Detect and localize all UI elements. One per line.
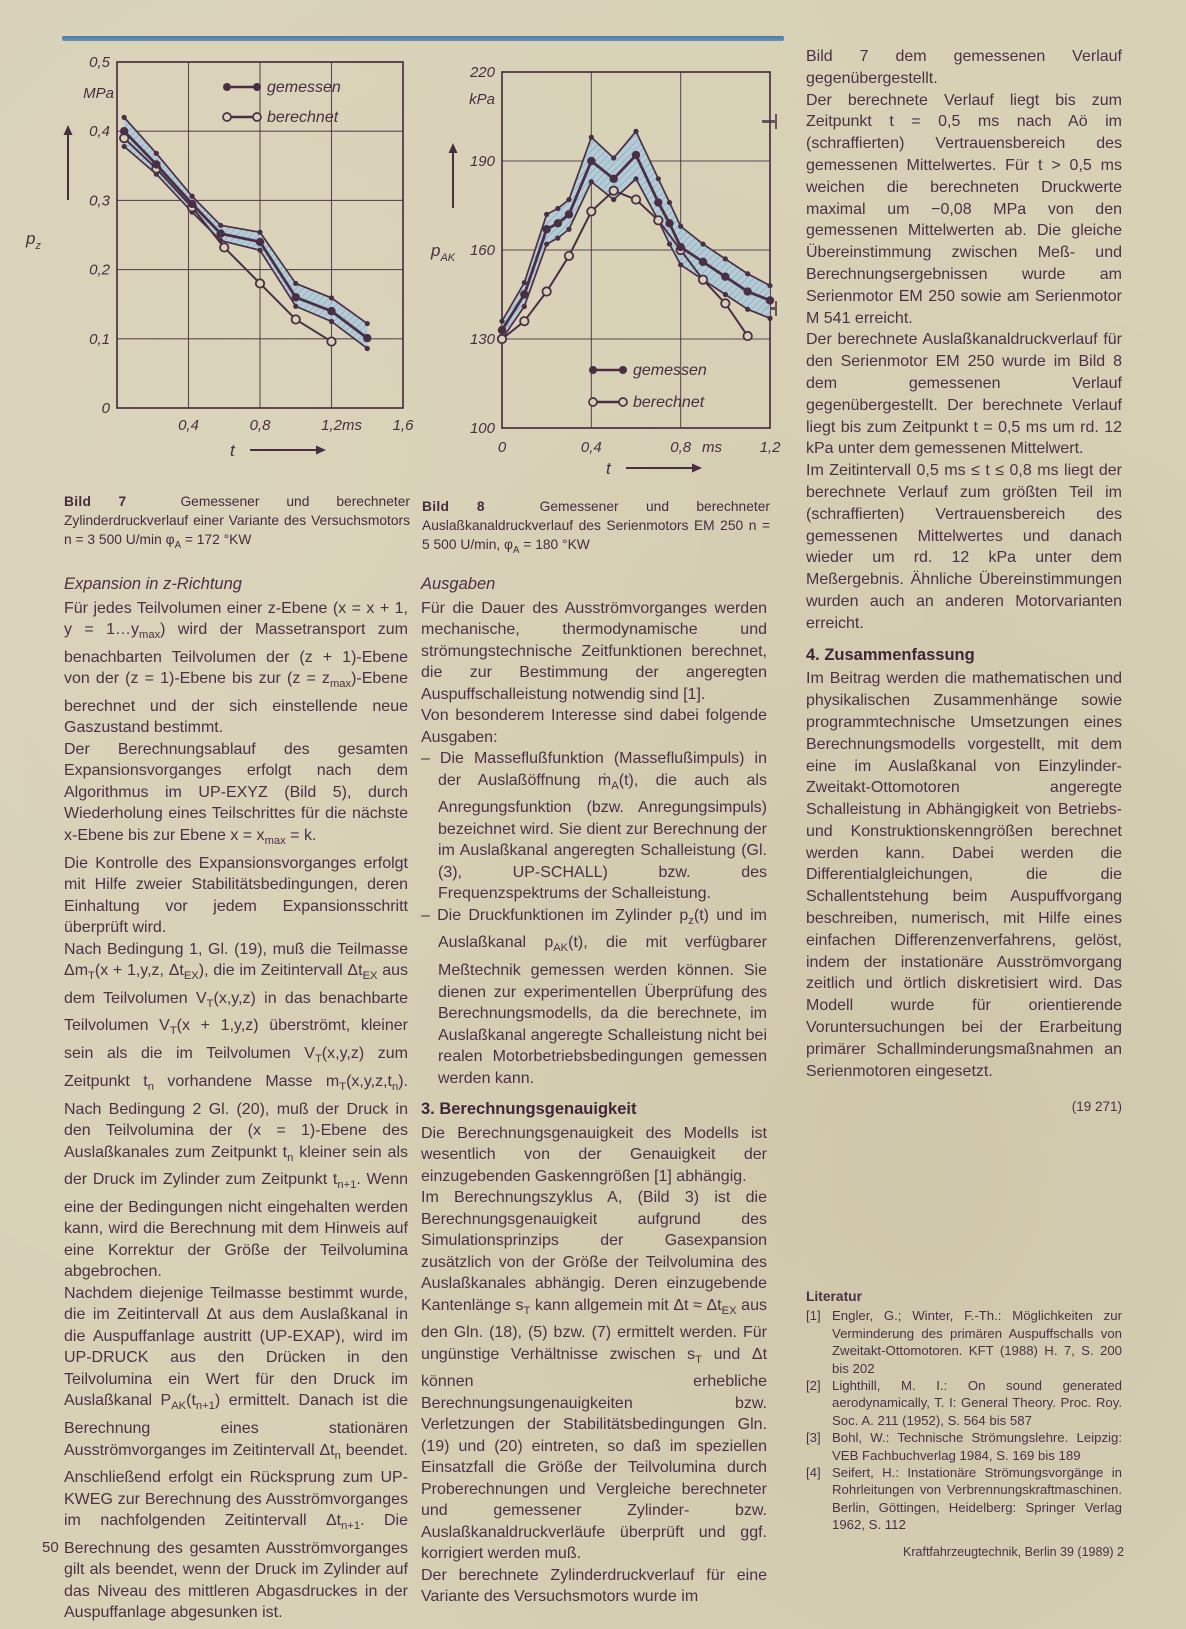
svg-text:0: 0 [101,400,110,417]
svg-text:0,4: 0,4 [89,123,110,141]
svg-text:1,2: 1,2 [321,417,342,434]
svg-text:t: t [606,459,611,478]
paragraph: Im Zeitintervall 0,5 ms ≤ t ≤ 0,8 ms liegt der berechnete Verlauf zum größten Teil im (schraffierten) Vertrauensbereich des gemessenen Mittelwertes und danach wieder um rd. 12 kPa unter dem Meßergebnis. Ähnliche Übereinstimmungen wurden auch an anderen Motorvarianten erreicht. [806,462,1122,632]
svg-text:100: 100 [469,420,495,437]
svg-text:0,8: 0,8 [670,439,692,456]
svg-text:gemessen: gemessen [267,79,341,96]
reference-number: [2] [806,1378,821,1394]
literature-heading: Literatur [806,1289,862,1304]
reference-item [806,1464,1122,1534]
svg-text:0,2: 0,2 [89,261,110,279]
figure-bild8 [425,48,797,538]
reference-number: [4] [806,1465,821,1481]
svg-text:0,4: 0,4 [178,417,199,434]
svg-text:0,5: 0,5 [89,54,110,71]
reference-text: Seifert, H.: Instationäre Strömungsvorgänge in Rohrleitungen von Verbrennungskraftmaschinen. Berlin, Göttingen, Heidelberg: Springer Verlag 1962, S. 112 [832,1465,1122,1533]
article-id: (19 271) [1071,1099,1122,1115]
caption-text: Gemessener und berechneter Auslaßkanaldruckverlauf des Serienmotors EM 250 n = 5 500 U/min, $\varphi_A = 180$ °KW [422,499,770,556]
caption-label: Bild 8 [422,499,485,514]
cylinder-pressure-chart [20,48,420,526]
list-item: – Die Masseflußfunktion (Masseflußimpuls) in der Auslaßöffnung ṁ$_A$(t), die auch als Anregungsfunktion (bzw. Anregungsimpuls) bezeichnet wird. Sie dient zur Berechnung der im Auslaßkanal angeregten Schalleistung (Gl. (3), UP-SCHALL) bzw. des Frequenzspektrums der Schalleistung. [421,750,767,903]
svg-text:0,4: 0,4 [580,439,602,456]
paragraph: Von besonderem Interesse sind dabei folgende Ausgaben: [421,707,767,746]
reference-number: [3] [806,1430,821,1446]
confidence-band [502,131,770,339]
column-right [806,46,1122,1118]
reference-item [806,1429,1122,1464]
svg-text:0,3: 0,3 [89,192,110,210]
section-heading-3: 3. Berechnungsgenauigkeit [421,1100,637,1119]
paragraph: Der berechnete Verlauf liegt bis zum Zeitpunkt t = 0,5 ms nach Aö im (schraffierten) Vertrauensbereich des gemessenen Mittelwertes. Für t > 0,5 ms weichen die berechneten Druckwerte maximal um −0,08 MPa von den gemessenen Mittelwerten ab. Die gleiche Übereinstimmung zwischen Meß- und Berechnungsergebnissen wurde am Serienmotor EM 250 sowie am Serienmotor M 541 erreicht. [806,91,1122,327]
caption-bild7 [64,492,410,555]
plot-area-0 [25,54,414,460]
journal-footer: Kraftfahrzeugtechnik, Berlin 39 (1989) 2 [903,1545,1124,1559]
svg-text:1,2: 1,2 [759,439,781,456]
paragraph: Nach Bedingung 1, Gl. (19), muß die Teilmasse $\Delta m_T(x + 1,y,z$, $\Delta t_{EX}$), die im Zeitintervall $\Delta t_{EX}$ aus dem Teilvolumen $V_T(x,y,z)$ in das benachbarte Teilvolumen $V_T(x + 1,y,z)$ überströmt, kleiner sein als die im Teilvolumen $V_T(x,y,z)$ zum Zeitpunkt $t_n$ vorhandene Masse $m_T(x,y,z,t_n)$. Nach Bedingung 2 Gl. (20), muß der Druck in den Teilvolumina der (x = 1)-Ebene des Auslaßkanales zum Zeitpunkt $t_n$ kleiner sein als der Druck im Zylinder zum Zeitpunkt $t_{n+1}$. Wenn eine der Bedingungen nicht eingehalten werden kann, wird die Berechnung mit dem Hinweis auf eine Korrektur der Größe der Teilvolumina abgebrochen. [64,940,409,1281]
caption-label: Bild 7 [64,494,127,509]
paragraph: Der berechnete Auslaßkanaldruckverlauf für den Serienmotor EM 250 wurde im Bild 8 dem gemessenen Verlauf gegenübergestellt. Der berechnete Verlauf liegt bis zum Zeitpunkt t = 0,5 ms um rd. 12 kPa unter dem gemessenen Mittelwert. [806,331,1122,458]
paragraph: Die Kontrolle des Expansionsvorganges erfolgt mit Hilfe zweier Stabilitätsbedingungen, deren Einhaltung vor jedem Expansionsschritt überprüft wird. [64,854,408,937]
paragraph: Der Berechnungsablauf des gesamten Expansionsvorganges erfolgt nach dem Algorithmus im UP-EXYZ (Bild 5), durch Wiederholung eines Teilschrittes für die nächste x-Ebene bis zur Ebene $x = x_{max} = k$. [64,740,408,848]
svg-text:MPa: MPa [83,85,114,102]
reference-item [806,1307,1122,1377]
reference-text: Bohl, W.: Technische Strömungslehre. Leipzig: VEB Fachbuchverlag 1984, S. 169 bis 189 [832,1430,1122,1463]
svg-text:t: t [230,441,235,460]
paragraph: Nachdem diejenige Teilmasse bestimmt wurde, die im Zeitintervall Δt aus dem Auslaßkanal in die Auspuffanlage austritt (UP-EXAP), wird im UP-DRUCK aus den Drücken in den Teilvolumina ein Wert für den Druck im Auslaßkanal $P_{AK}(t_{n+1})$ ermittelt. Danach ist die Berechnung eines stationären Ausströmvorganges im Zeitintervall $\Delta t_n$ beendet. Anschließend erfolgt ein Rücksprung zum UP-KWEG zur Berechnung des Ausströmvorganges im nachfolgenden Zeitintervall $\Delta t_{n+1}$. Die Berechnung des gesamten Ausströmvorganges gilt als beendet, wenn der Druck im Zylinder auf das Niveau des mittleren Abgasdruckes in der Auspuffanlage abgesunken ist. [64,1284,408,1622]
top-divider-rule [62,36,784,41]
plot-area-1 [430,64,781,478]
subsection-heading-expansion: Expansion in z-Richtung [64,575,242,593]
page-number: 50 [42,1539,59,1556]
svg-text:gemessen: gemessen [633,362,707,379]
list-item: – Die Druckfunktionen im Zylinder $p_z(t)$ und im Auslaßkanal $p_{AK}(t)$, die mit verfügbarer Meßtechnik gemessen werden können. Sie dienen zur experimentellen Überprüfung des Berechnungsmodells, da die berechnete, im Auslaßkanal angeregte Schalleistung nicht bei realen Motorbetriebsbedingungen gemessen werden kann. [421,906,768,1087]
paragraph: Für jedes Teilvolumen einer z-Ebene (x = x + 1, $y = 1\dots y_{max}$) wird der Massetransport zum benachbarten Teilvolumen der (z + 1)-Ebene von der (z = 1)-Ebene bis zur $(z = z_{max})$-Ebene berechnet und der sich einstellende neue Gaszustand bestimmt. [64,599,409,737]
svg-text:190: 190 [469,153,495,170]
svg-text:0,8: 0,8 [249,417,271,434]
svg-text:ms: ms [702,439,722,456]
svg-text:160: 160 [469,242,495,259]
svg-text:berechnet: berechnet [633,394,705,411]
section-heading-4: 4. Zusammenfassung [806,645,975,664]
svg-text:ms: ms [342,417,362,434]
svg-text:kPa: kPa [469,91,495,108]
paragraph: Im Beitrag werden die mathematischen und physikalischen Zusammenhänge sowie programmtechnische Umsetzungen eines Berechnungsmodells vorgestellt, mit dem eine im Auslaßkanal von Einzylinder-Zweitakt-Ottomotoren angeregte Schalleistung in Abhängigkeit von Betriebs- und Konstruktionskenngrößen berechnet werden kann. Dabei werden die Differentialgleichungen, die die Schallentstehung beim Auspuffvorgang beschreiben, numerisch, mit Hilfe eines einfachen Differenzenverfahrens, gelöst, indem der instationäre Ausströmvorgang zeitlich und örtlich diskretisiert wird. Das Modell wurde für orientierende Voruntersuchungen bei der Erarbeitung primärer Schallminderungsmaßnahmen an Serienmotoren eingesetzt. [806,670,1122,1080]
svg-text:0,1: 0,1 [89,330,110,348]
paragraph: Die Berechnungsgenauigkeit des Modells ist wesentlich von der Genauigkeit der einzugebenden Gaskenngrößen [1] abhängig. [421,1124,767,1185]
svg-text:pz: $p_z$ [26,229,41,252]
svg-text:1,6: 1,6 [392,417,414,434]
figure-bild7 [20,48,420,526]
reference-text: Engler, G.; Winter, F.-Th.: Möglichkeiten zur Verminderung des primären Auspuffschalls von Zweitakt-Ottomotoren. KFT (1988) H. 7, S. 200 bis 202 [832,1308,1122,1376]
svg-text:220: 220 [469,64,495,81]
paragraph: Im Berechnungszyklus A, (Bild 3) ist die Berechnungsgenauigkeit aufgrund des Simulationsprinzips der Gasexpansion zusätzlich von der Größe der Teilvolumina des Auslaßkanales abhängig. Deren einzugebende Kantenlänge $s_T$ kann allgemein mit $\Delta t \approx \Delta t_{EX}$ aus den Gln. (18), (5) bzw. (7) ermittelt werden. Für ungünstige Verhältnisse zwischen $s_T$ und Δt können erhebliche Berechnungsungenauigkeiten bzw. Verletzungen der Stabilitätsbedingungen Gln. (19) und (20) eintreten, so daß im speziellen Einsatzfall die Größe der Teilvolumina durch Proberechnungen und Vergleiche berechneter und gemessener Zylinder- bzw. Auslaßkanaldruckverläufe überprüft und ggf. korrigiert werden muß. [421,1189,768,1563]
paragraph: Für die Dauer des Ausströmvorganges werden mechanische, thermodynamische und strömungstechnische Zeitfunktionen berechnet, die zur Bestimmung der angeregten Auspuffschalleistung notwendig sind [1]. [421,599,767,703]
literature-section [806,1288,1122,1534]
svg-text:berechnet: berechnet [267,109,339,126]
paragraph: Der berechnete Zylinderdruckverlauf für eine Variante des Versuchsmotors wurde im [421,1566,767,1606]
outlet-channel-pressure-chart [425,48,797,538]
column-middle [421,574,767,1608]
svg-text:pAK: $p_{AK}$ [431,241,456,264]
reference-number: [1] [806,1308,821,1324]
subsection-heading-ausgaben: Ausgaben [421,575,496,593]
svg-text:0: 0 [497,439,507,456]
reference-text: Lighthill, M. I.: On sound generated aerodynamically, T. I: General Theory. Proc. Roy. Soc. A. 211 (1952), S. 564 bis 587 [832,1378,1122,1428]
paragraph: Bild 7 dem gemessenen Verlauf gegenübergestellt. [806,48,1122,87]
reference-item [806,1377,1122,1429]
caption-bild8 [422,497,770,560]
svg-text:130: 130 [469,331,495,348]
column-left [64,574,408,1624]
caption-text: Gemessener und berechneter Zylinderdruckverlauf einer Variante des Versuchsmotors n = 3 500 U/min $\varphi_A = 172$ °KW [64,494,410,551]
